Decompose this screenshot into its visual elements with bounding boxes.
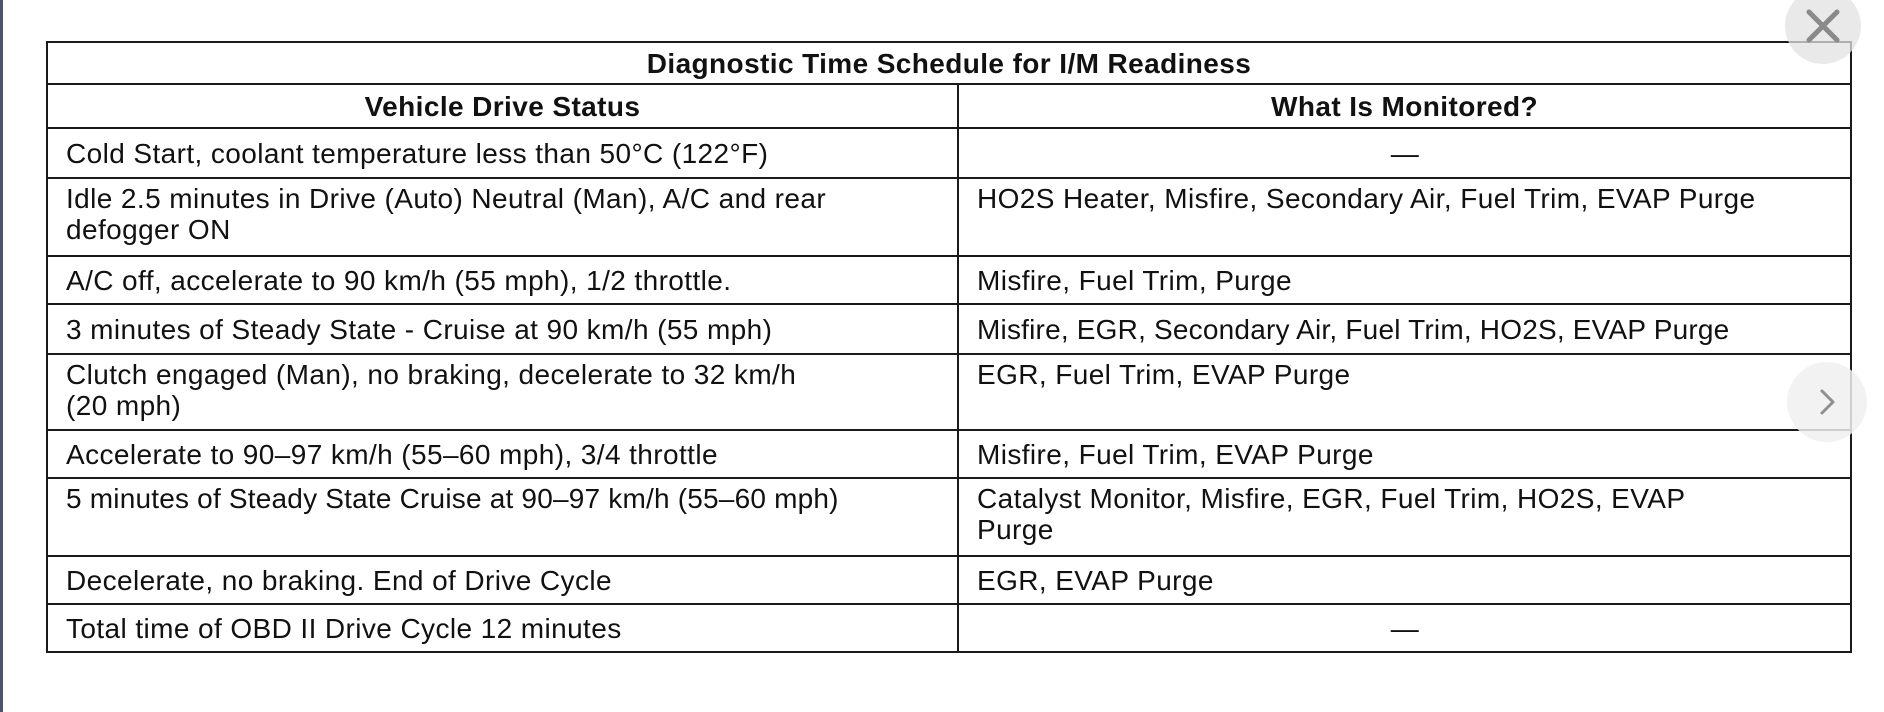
column-header-drive-status: Vehicle Drive Status — [47, 84, 958, 128]
table-row — [47, 256, 1851, 304]
monitored-cell: HO2S Heater, Misfire, Secondary Air, Fuel Trim, EVAP Purge — [958, 178, 1851, 256]
table-title-row — [47, 42, 1851, 84]
drive-status-cell: Cold Start, coolant temperature less than 50°C (122°F) — [47, 128, 958, 178]
table-row — [47, 178, 1851, 256]
diagnostic-schedule-table — [46, 41, 1852, 653]
table-row — [47, 556, 1851, 604]
table-row — [47, 604, 1851, 652]
column-header-monitored: What Is Monitored? — [958, 84, 1851, 128]
viewer-left-edge — [0, 0, 3, 712]
close-icon — [1803, 6, 1843, 46]
chevron-right-icon — [1812, 387, 1842, 417]
drive-status-text: Clutch engaged (Man), no braking, decelerate to 32 km/h (20 mph) — [66, 359, 797, 421]
monitored-cell: — — [958, 128, 1851, 178]
table-title: Diagnostic Time Schedule for I/M Readiness — [47, 42, 1851, 84]
monitored-cell: Misfire, EGR, Secondary Air, Fuel Trim, HO2S, EVAP Purge — [958, 304, 1851, 354]
drive-status-cell: Total time of OBD II Drive Cycle 12 minutes — [47, 604, 958, 652]
drive-status-cell: 5 minutes of Steady State Cruise at 90–97 km/h (55–60 mph) — [47, 478, 958, 556]
drive-status-cell: 3 minutes of Steady State - Cruise at 90 km/h (55 mph) — [47, 304, 958, 354]
drive-status-cell: Idle 2.5 minutes in Drive (Auto) Neutral (Man), A/C and rear defogger ON — [47, 178, 958, 256]
drive-status-cell: A/C off, accelerate to 90 km/h (55 mph), 1/2 throttle. — [47, 256, 958, 304]
table-row — [47, 128, 1851, 178]
table-row — [47, 304, 1851, 354]
monitored-cell: Misfire, Fuel Trim, EVAP Purge — [958, 430, 1851, 478]
monitored-cell: — — [958, 604, 1851, 652]
drive-status-cell: Accelerate to 90–97 km/h (55–60 mph), 3/4 throttle — [47, 430, 958, 478]
table-row — [47, 354, 1851, 430]
monitored-cell: EGR, EVAP Purge — [958, 556, 1851, 604]
monitored-text: Catalyst Monitor, Misfire, EGR, Fuel Trim, HO2S, EVAP Purge — [977, 483, 1685, 545]
drive-status-cell: Decelerate, no braking. End of Drive Cycle — [47, 556, 958, 604]
table-row — [47, 478, 1851, 556]
drive-status-cell — [47, 354, 958, 430]
table-row — [47, 430, 1851, 478]
monitored-cell — [958, 478, 1851, 556]
monitored-cell: Misfire, Fuel Trim, Purge — [958, 256, 1851, 304]
monitored-cell: EGR, Fuel Trim, EVAP Purge — [958, 354, 1851, 430]
table-header-row — [47, 84, 1851, 128]
next-button[interactable] — [1787, 362, 1867, 442]
